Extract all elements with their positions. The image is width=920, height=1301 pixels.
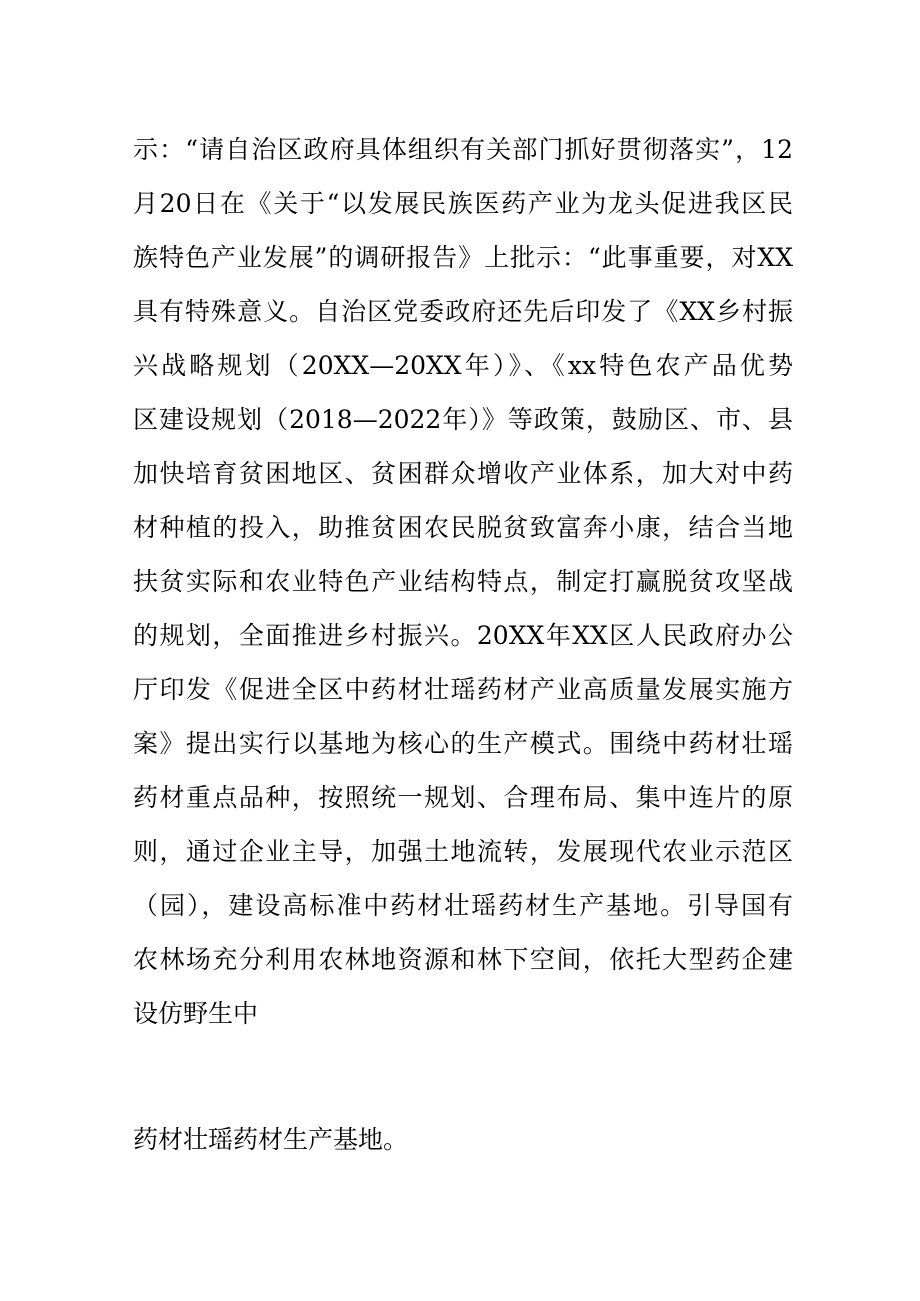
paragraph-line-2: 月20日在《关于“以发展民族医药产业为龙头促进我区民 xyxy=(133,189,793,218)
paragraph-line-7: 加快培育贫困地区、贫困群众增收产业体系，加大对中药 xyxy=(133,459,793,488)
paragraph-line-10: 的规划，全面推进乡村振兴。20XX年XX区人民政府办公 xyxy=(133,621,793,650)
paragraph xyxy=(133,123,793,1041)
paragraph-tail-line: 药材壮瑶药材生产基地。 xyxy=(133,1125,409,1154)
paragraph-line-17: 设仿野生中 xyxy=(133,999,259,1028)
paragraph-line-13: 药材重点品种，按照统一规划、合理布局、集中连片的原 xyxy=(133,783,793,812)
paragraph-line-9: 扶贫实际和农业特色产业结构特点，制定打赢脱贫攻坚战 xyxy=(133,567,793,596)
paragraph-line-16: 农林场充分利用农林地资源和林下空间，依托大型药企建 xyxy=(133,945,793,974)
paragraph-line-6: 区建设规划（2018—2022年）》等政策，鼓励区、市、县 xyxy=(133,405,793,434)
paragraph-line-3: 族特色产业发展”的调研报告》上批示：“此事重要，对XX xyxy=(133,243,793,272)
paragraph-line-4: 具有特殊意义。自治区党委政府还先后印发了《XX乡村振 xyxy=(133,297,793,326)
paragraph-line-5: 兴战略规划（20XX—20XX年）》、《xx特色农产品优势 xyxy=(133,351,793,380)
paragraph-line-12: 案》提出实行以基地为核心的生产模式。围绕中药材壮瑶 xyxy=(133,729,793,758)
paragraph-line-15: （园），建设高标准中药材壮瑶药材生产基地。引导国有 xyxy=(133,891,793,920)
paragraph-line-1: 示：“请自治区政府具体组织有关部门抓好贯彻落实”，12 xyxy=(133,135,793,164)
paragraph-line-8: 材种植的投入，助推贫困农民脱贫致富奔小康，结合当地 xyxy=(133,513,793,542)
paragraph-line-14: 则，通过企业主导，加强土地流转，发展现代农业示范区 xyxy=(133,837,793,866)
paragraph-line-11: 厅印发《促进全区中药材壮瑶药材产业高质量发展实施方 xyxy=(133,675,793,704)
